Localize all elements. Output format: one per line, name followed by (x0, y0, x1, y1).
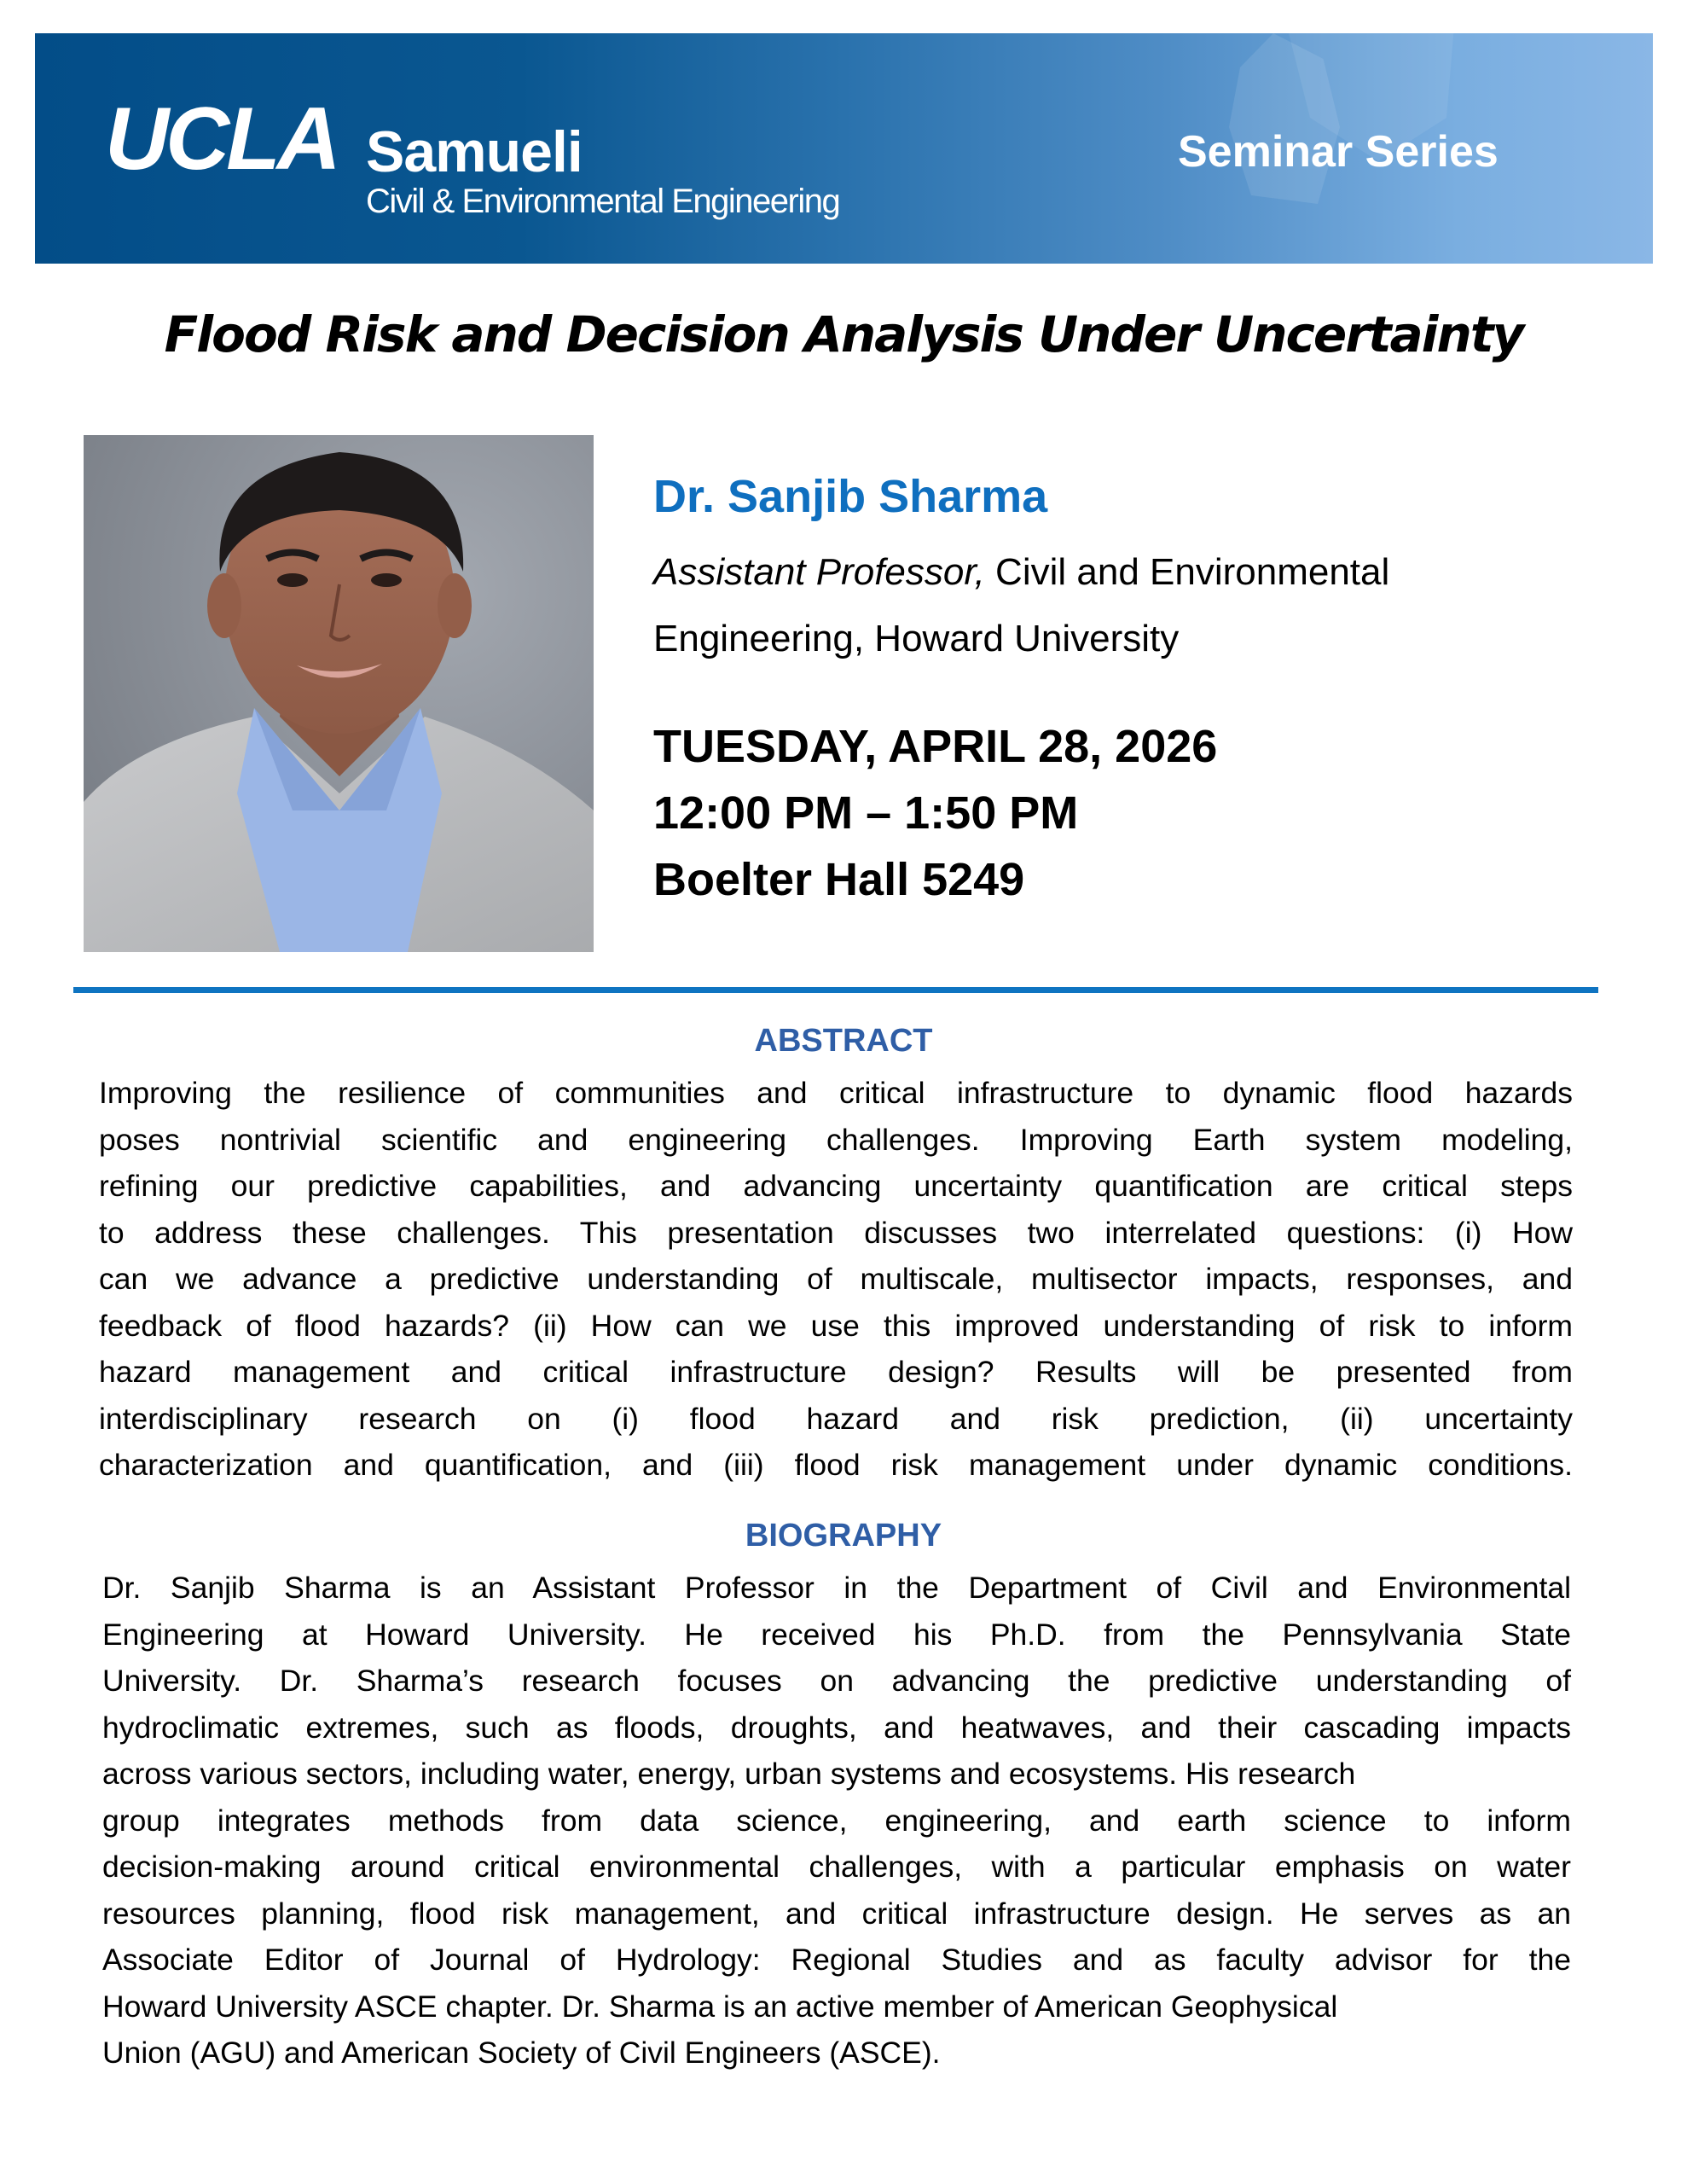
ucla-logo-wordmark: UCLA (105, 90, 338, 189)
biography-line: group integrates methods from data science, engineering, and earth science to inform (102, 1803, 1571, 1838)
talk-title: Flood Risk and Decision Analysis Under Uncertainty (164, 305, 1523, 363)
abstract-line: feedback of flood hazards? (ii) How can we use this improved understanding of risk to inform (99, 1308, 1573, 1343)
affiliation-department: Civil and Environmental (984, 551, 1390, 593)
biography-line: University. Dr. Sharma’s research focuses on advancing the predictive understanding of (102, 1664, 1571, 1698)
abstract-line: poses nontrivial scientific and engineering challenges. Improving Earth system modeling, (99, 1122, 1573, 1157)
abstract-line: can we advance a predictive understanding of multiscale, multisector impacts, responses, and (99, 1262, 1573, 1296)
abstract-line: characterization and quantification, and (iii) flood risk management under dynamic conditions. (99, 1448, 1573, 1482)
event-date: TUESDAY, APRIL 28, 2026 (653, 721, 1218, 772)
abstract-line: hazard management and critical infrastructure design? Results will be presented from (99, 1355, 1573, 1389)
abstract-heading: ABSTRACT (754, 1023, 933, 1059)
affiliation-line-2: Engineering, Howard University (653, 618, 1180, 659)
biography-heading: BIOGRAPHY (745, 1518, 942, 1554)
speaker-photo (84, 435, 594, 952)
header-banner (35, 33, 1653, 264)
biography-line: decision-making around critical environmental challenges, with a particular emphasis on water (102, 1850, 1571, 1884)
biography-line: resources planning, flood risk management, and critical infrastructure design. He serves as an (102, 1896, 1571, 1931)
event-details (653, 713, 1217, 913)
abstract-line: Improving the resilience of communities and critical infrastructure to dynamic flood hazards (99, 1076, 1573, 1110)
speaker-name: Dr. Sanjib Sharma (653, 471, 1048, 522)
event-time: 12:00 PM – 1:50 PM (653, 787, 1079, 839)
affiliation-line-1 (653, 539, 1591, 606)
portrait-illustration (84, 435, 594, 952)
speaker-role: Assistant Professor, (653, 551, 985, 593)
biography-line: Engineering at Howard University. He received his Ph.D. from the Pennsylvania State (102, 1617, 1571, 1652)
abstract-line: interdisciplinary research on (i) flood hazard and risk prediction, (ii) uncertainty (99, 1401, 1573, 1436)
event-location: Boelter Hall 5249 (653, 854, 1025, 905)
abstract-line: refining our predictive capabilities, and advancing uncertainty quantification are critical steps (99, 1169, 1573, 1203)
speaker-affiliation (653, 539, 1591, 672)
samueli-logo-wordmark: Samueli (366, 119, 583, 184)
abstract-text (99, 1070, 1573, 1489)
department-name: Civil & Environmental Engineering (366, 183, 840, 220)
biography-text (102, 1565, 1571, 2077)
seminar-series-label: Seminar Series (1178, 127, 1499, 177)
biography-line: Union (AGU) and American Society of Civil Engineers (ASCE). (102, 2036, 941, 2070)
biography-line: Dr. Sanjib Sharma is an Assistant Professor in the Department of Civil and Environmental (102, 1571, 1571, 1605)
abstract-line: to address these challenges. This presentation discusses two interrelated questions: (i) How (99, 1215, 1573, 1250)
biography-line: Associate Editor of Journal of Hydrology: Regional Studies and as faculty advisor for the (102, 1943, 1571, 1977)
section-divider (73, 987, 1598, 993)
biography-line: hydroclimatic extremes, such as floods, droughts, and heatwaves, and their cascading impacts (102, 1710, 1571, 1745)
biography-line: Howard University ASCE chapter. Dr. Sharma is an active member of American Geophysical (102, 1989, 1338, 2024)
biography-line: across various sectors, including water, energy, urban systems and ecosystems. His research (102, 1757, 1356, 1791)
